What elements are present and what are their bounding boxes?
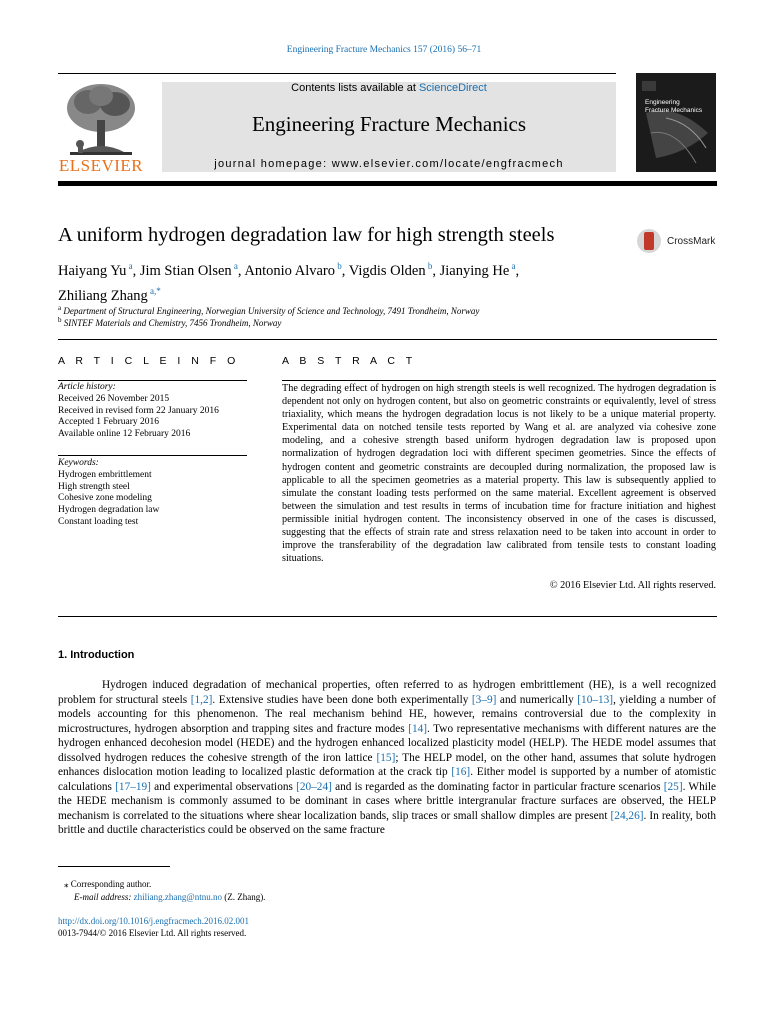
issn-line: 0013-7944/© 2016 Elsevier Ltd. All rights reserved. bbox=[58, 928, 247, 938]
journal-citation-link[interactable]: Engineering Fracture Mechanics 157 (2016) 56–71 bbox=[286, 45, 482, 55]
section-rule bbox=[58, 339, 717, 340]
introduction-heading: 1. Introduction bbox=[58, 649, 135, 661]
article-info-rule bbox=[58, 380, 247, 381]
header-rule-top bbox=[58, 73, 616, 74]
paragraph-text: , yielding a number of models accounting for this phenomenon. The real mechanism behind HE, however, remains controversial due to the complexity in microstructures, hydrogen absorption and trapping sites and fracture modes bbox=[58, 693, 716, 735]
citation-link[interactable]: [17–19] bbox=[115, 780, 151, 793]
contents-line bbox=[162, 82, 616, 94]
corresponding-note bbox=[64, 879, 151, 890]
history-item: Accepted 1 February 2016 bbox=[58, 417, 160, 428]
author-name bbox=[440, 263, 520, 279]
keyword-item: High strength steel bbox=[58, 481, 130, 492]
cover-title-line2: Fracture Mechanics bbox=[645, 107, 703, 114]
author-affiliation-link[interactable]: a bbox=[231, 261, 238, 271]
keywords-rule bbox=[58, 455, 247, 456]
journal-banner bbox=[162, 82, 616, 172]
author-separator: , bbox=[515, 262, 520, 279]
sciencedirect-link[interactable]: ScienceDirect bbox=[418, 82, 487, 94]
author-separator: , bbox=[432, 262, 440, 279]
cover-title bbox=[645, 99, 702, 115]
corresponding-text: Corresponding author. bbox=[70, 879, 152, 889]
author-list bbox=[58, 256, 658, 306]
citation-link[interactable]: [1,2] bbox=[190, 693, 213, 706]
keywords-block bbox=[58, 458, 159, 529]
author-text: Jianying He bbox=[439, 262, 510, 279]
article-info-heading: A R T I C L E I N F O bbox=[58, 355, 240, 367]
keyword-item: Constant loading test bbox=[58, 516, 139, 527]
crossmark-label: CrossMark bbox=[667, 236, 716, 247]
crossmark-icon bbox=[637, 229, 661, 253]
email-link[interactable]: zhiliang.zhang@ntnu.no bbox=[133, 892, 222, 902]
abstract-copyright: © 2016 Elsevier Ltd. All rights reserved. bbox=[549, 580, 716, 591]
affiliation-mark: a bbox=[58, 304, 62, 312]
history-item: Received 26 November 2015 bbox=[58, 393, 170, 404]
keyword-list bbox=[58, 470, 159, 529]
elsevier-wordmark: ELSEVIER bbox=[58, 156, 144, 175]
citation-link[interactable]: [3–9] bbox=[471, 693, 497, 706]
abstract-heading: A B S T R A C T bbox=[282, 355, 417, 367]
paragraph-text: and experimental observations bbox=[150, 780, 297, 793]
author-affiliation-link[interactable]: b bbox=[335, 261, 342, 271]
history-list bbox=[58, 394, 219, 441]
affiliation-a bbox=[58, 304, 479, 316]
paragraph-text: . Extensive studies have been done both experimentally bbox=[212, 693, 472, 706]
history-label: Article history: bbox=[58, 382, 116, 392]
author-affiliation-link[interactable]: b bbox=[425, 261, 433, 271]
paragraph-text: and is regarded as the dominating factor in particular fracture scenarios bbox=[331, 780, 664, 793]
abstract-text: The degrading effect of hydrogen on high strength steels is well recognized. The hydrogen degradation is dependent not only on hydrogen content, but also on geometric constraints or equivalently, level of stress triaxiality, which means the hydrogen degradation locus is not likely to be a unique material property. Experimental data on notched tensile tests reported by Wang et al. are analyzed via cohesive zone modeling, and a cohesive strength based uniform hydrogen degradation law is proposed upon normalization of hydrogen degradation loci with different specimen geometries. Since the effects of hydrogen content and geometric constraints are decoupled during normalization, the proposed law is applicable to all the specimen geometries as a material property. This law is subsequently applied to simulate the constant loading tests performed on the same material. Excellent agreement is observed between the simulation and test results in terms of incubation time for fracture initiation and highest permissible initial hydrogen content. The inconsistency observed in one of the cases is discussed, suggesting that the effects of strain rate and stress relaxation need to be taken into account in order to improve the transferability of the degradation law calibrated from tensile tests to constant loading situations. bbox=[282, 383, 716, 565]
citation-link[interactable]: [20–24] bbox=[296, 780, 332, 793]
author-name bbox=[349, 263, 440, 279]
author-text: Haiyang Yu bbox=[58, 262, 127, 279]
citation-link[interactable]: [14] bbox=[408, 722, 428, 735]
corresponding-mark: ⁎ bbox=[64, 879, 69, 889]
citation-link[interactable]: [15] bbox=[376, 751, 396, 764]
cover-texture-icon bbox=[636, 73, 716, 172]
elsevier-tree-icon bbox=[58, 80, 144, 158]
author-name bbox=[58, 285, 161, 304]
abstract-rule bbox=[282, 380, 716, 381]
author-text: Antonio Alvaro bbox=[244, 262, 335, 279]
journal-cover-image bbox=[636, 73, 716, 172]
header-rule-thick bbox=[58, 181, 717, 186]
keyword-item: Hydrogen degradation law bbox=[58, 505, 160, 516]
paragraph-text: . In reality, both brittle and ductile characteristics could be observed on the same fracture bbox=[58, 809, 716, 836]
citation-link[interactable]: [24,26] bbox=[610, 809, 644, 822]
keyword-item: Hydrogen embrittlement bbox=[58, 469, 152, 480]
paragraph-text: and numerically bbox=[496, 693, 578, 706]
affiliation-text: Department of Structural Engineering, Norwegian University of Science and Technology, 7491 Trondheim, Norway bbox=[63, 306, 480, 316]
author-name bbox=[58, 263, 140, 279]
citation-link[interactable]: [10–13] bbox=[577, 693, 614, 706]
author-name bbox=[140, 263, 245, 279]
homepage-link[interactable]: www.elsevier.com/locate/engfracmech bbox=[331, 158, 564, 170]
affiliation-mark: b bbox=[58, 316, 62, 324]
author-affiliation-link[interactable]: a,* bbox=[147, 285, 161, 296]
journal-title: Engineering Fracture Mechanics bbox=[251, 112, 527, 136]
history-item: Received in revised form 22 January 2016 bbox=[58, 405, 219, 416]
author-text: Jim Stian Olsen bbox=[139, 262, 232, 279]
email-note bbox=[74, 892, 265, 902]
author-text: Zhiliang Zhang bbox=[58, 287, 148, 304]
email-suffix: (Z. Zhang). bbox=[221, 892, 266, 902]
email-label: E-mail address: bbox=[74, 892, 132, 902]
keyword-item: Cohesive zone modeling bbox=[58, 493, 152, 504]
article-history bbox=[58, 382, 219, 441]
cover-title-line1: Engineering bbox=[645, 99, 680, 106]
paragraph-text: Hydrogen induced degradation of mechanical properties, often referred to as hydrogen embrittlement (HE), is a well recognized problem for structural steels bbox=[58, 679, 716, 706]
paragraph-text: . While the HEDE mechanism is commonly assumed to be dominant in cases where brittle intergranular fracture surfaces are observed, the HELP mechanism is correlated to the situations where shear localization bands, slip traces or small shallow dimples are present bbox=[58, 780, 717, 822]
crossmark-badge[interactable] bbox=[637, 229, 719, 257]
history-item: Available online 12 February 2016 bbox=[58, 429, 191, 440]
author-separator: , bbox=[341, 262, 349, 279]
author-affiliation-link[interactable]: a bbox=[509, 261, 516, 271]
author-text: Vigdis Olden bbox=[348, 262, 426, 279]
paragraph-text: . Two representative mechanisms with different natures are the hydrogen enhanced decohesion model (HEDE) and the hydrogen enhanced localized plasticity model (HELP). The HEDE model assumes that dissolved hydrogen reduces the cohesive strength of the iron lattice bbox=[58, 722, 716, 764]
author-affiliation-link[interactable]: a bbox=[126, 261, 133, 271]
doi-link[interactable]: http://dx.doi.org/10.1016/j.engfracmech.2016.02.001 bbox=[58, 916, 250, 926]
homepage-prefix: journal homepage: bbox=[214, 158, 332, 170]
contents-prefix: Contents lists available at bbox=[291, 82, 419, 94]
affiliation-b bbox=[58, 316, 281, 328]
author-separator: , bbox=[237, 262, 245, 279]
elsevier-logo bbox=[58, 80, 144, 175]
keywords-label: Keywords: bbox=[58, 458, 99, 468]
paragraph-text: . Either model is supported by a number of atomistic calculations bbox=[58, 766, 716, 793]
affiliation-text: SINTEF Materials and Chemistry, 7456 Trondheim, Norway bbox=[63, 318, 282, 328]
paragraph-text: ; The HELP model, on the other hand, assumes that solute hydrogen enhances dislocation motion leading to localized plastic deformation at the crack tip bbox=[58, 751, 716, 778]
citation-link[interactable]: [25] bbox=[663, 780, 683, 793]
author-separator: , bbox=[132, 262, 140, 279]
abstract-bottom-rule bbox=[58, 616, 717, 617]
article-title: A uniform hydrogen degradation law for high strength steels bbox=[58, 224, 555, 246]
footnote-rule bbox=[58, 866, 170, 867]
journal-homepage-line bbox=[162, 158, 616, 170]
citation-link[interactable]: [16] bbox=[451, 766, 471, 778]
introduction-paragraph bbox=[58, 678, 716, 838]
author-name bbox=[244, 263, 348, 279]
